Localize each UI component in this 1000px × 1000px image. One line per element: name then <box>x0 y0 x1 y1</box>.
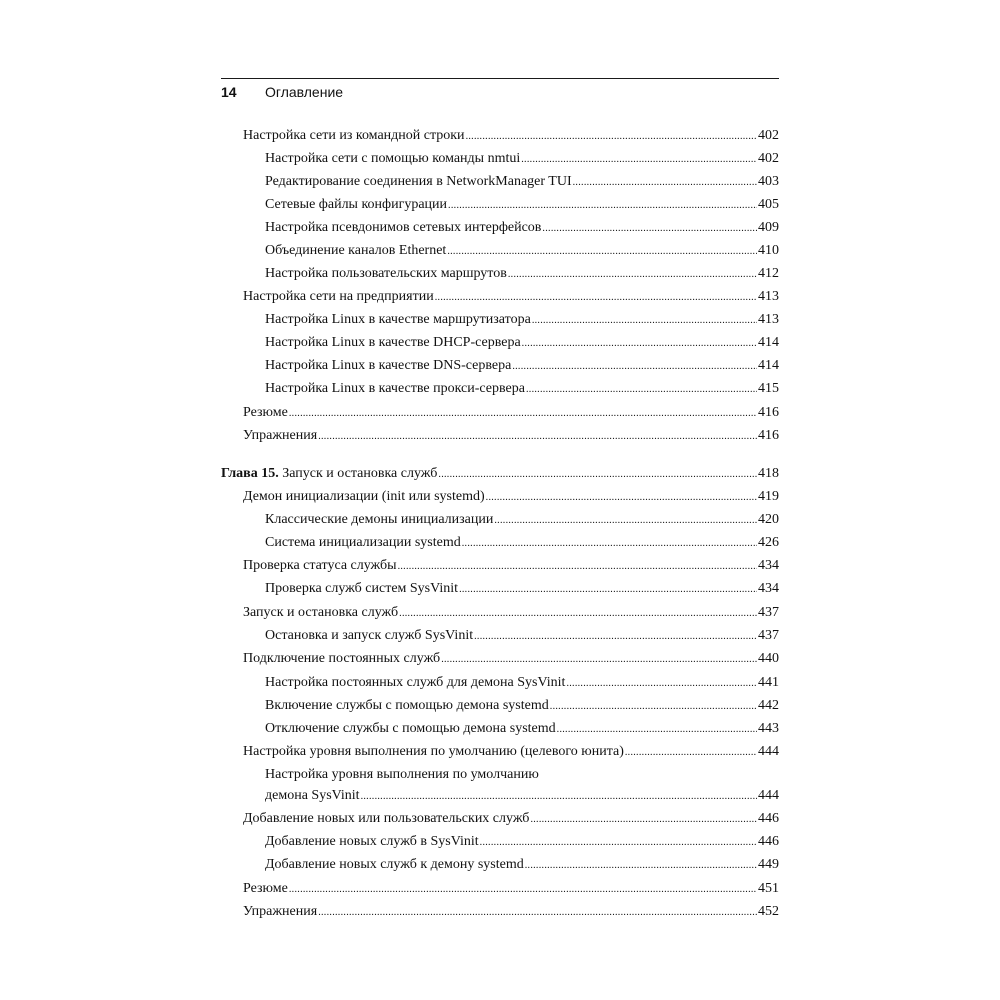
toc-entry-row <box>221 288 779 307</box>
dot-leader <box>530 810 757 829</box>
toc-page-number: 409 <box>758 220 779 235</box>
toc-entry-title: Настройка Linux в качестве DHCP-сервера <box>265 335 521 350</box>
toc-page-number: 451 <box>758 881 779 896</box>
running-title: Оглавление <box>265 84 344 100</box>
dot-leader <box>526 380 757 399</box>
toc-entry-title: Включение службы с помощью демона systemd <box>265 698 549 713</box>
toc-entry-title: Система инициализации systemd <box>265 535 461 550</box>
toc-page-number: 440 <box>758 651 779 666</box>
dot-leader <box>438 465 757 484</box>
dot-leader <box>521 150 757 169</box>
toc-entry-title: Настройка сети из командной строки <box>243 128 465 143</box>
dot-leader <box>625 743 757 762</box>
toc-entry-row <box>221 604 779 623</box>
toc-page-number: 437 <box>758 628 779 643</box>
toc-entry-row <box>221 880 779 899</box>
toc-entry-title: Подключение постоянных служб <box>243 651 441 666</box>
dot-leader <box>542 219 757 238</box>
toc-entry-title: Остановка и запуск служб SysVinit <box>265 628 474 643</box>
toc-page-number: 446 <box>758 811 779 826</box>
dot-leader <box>557 720 757 739</box>
toc-entry-row <box>221 650 779 669</box>
toc-entry-row <box>221 511 779 530</box>
toc-entry-title: Объединение каналов Ethernet <box>265 243 447 258</box>
dot-leader <box>318 427 757 446</box>
page-header <box>221 78 779 100</box>
toc-entry-title: Настройка Linux в качестве DNS-сервера <box>265 358 512 373</box>
toc-page-number: 416 <box>758 428 779 443</box>
dot-leader <box>486 488 757 507</box>
toc-entry-title: Резюме <box>243 405 288 420</box>
toc-entry-title: Настройка постоянных служб для демона SysVinit <box>265 675 566 690</box>
toc-entry-row <box>221 720 779 739</box>
page-number: 14 <box>221 84 237 100</box>
toc-entry-title: Проверка служб систем SysVinit <box>265 581 459 596</box>
toc-entry-row <box>221 903 779 922</box>
dot-leader <box>532 311 757 330</box>
toc-page-number: 412 <box>758 266 779 281</box>
toc-entry-title: Запуск и остановка служб <box>243 605 399 620</box>
dot-leader <box>289 880 757 899</box>
toc-entry-row <box>221 127 779 146</box>
toc-chapter-row <box>221 465 779 484</box>
toc-page-number: 402 <box>758 128 779 143</box>
toc-entry-row <box>221 856 779 875</box>
toc-entry-title: демона SysVinit <box>265 788 360 803</box>
toc-entry-row <box>221 196 779 215</box>
dot-leader <box>399 604 757 623</box>
toc-entry-title: Резюме <box>243 881 288 896</box>
toc-entry-title: Классические демоны инициализации <box>265 512 494 527</box>
toc-entry-row <box>221 810 779 829</box>
toc-entry-title: Редактирование соединения в NetworkManager TUI <box>265 174 572 189</box>
toc-page-number: 414 <box>758 358 779 373</box>
toc-entry-title <box>221 465 437 483</box>
toc-page-number: 426 <box>758 535 779 550</box>
dot-leader <box>566 674 757 693</box>
toc-entry-row <box>221 311 779 330</box>
dot-leader <box>525 856 757 875</box>
toc-entry-row <box>221 674 779 693</box>
toc-page-number: 403 <box>758 174 779 189</box>
toc-entry-row <box>221 743 779 762</box>
toc-entry-title: Упражнения <box>243 428 318 443</box>
toc-page-number: 444 <box>758 744 779 759</box>
dot-leader <box>435 288 757 307</box>
toc-entry-row <box>221 488 779 507</box>
dot-leader <box>447 242 757 261</box>
toc-page-number: 443 <box>758 721 779 736</box>
toc-entry-title: Настройка уровня выполнения по умолчанию (целевого юнита) <box>243 744 624 759</box>
toc-page-number: 413 <box>758 312 779 327</box>
dot-leader <box>573 173 757 192</box>
toc-entry-title: Настройка Linux в качестве маршрутизатора <box>265 312 531 327</box>
toc-entry-row <box>221 427 779 446</box>
toc-page-number: 418 <box>758 466 779 481</box>
dot-leader <box>448 196 757 215</box>
dot-leader <box>474 627 757 646</box>
toc-entry-title: Демон инициализации (init или systemd) <box>243 489 485 504</box>
toc-entry-title: Проверка статуса службы <box>243 558 397 573</box>
toc-page-number: 413 <box>758 289 779 304</box>
toc-page-number: 434 <box>758 558 779 573</box>
toc-page-number: 452 <box>758 904 779 919</box>
toc-entry-title: Добавление новых служб в SysVinit <box>265 834 479 849</box>
toc-entry-row <box>221 534 779 553</box>
toc-entry-row <box>221 627 779 646</box>
dot-leader <box>466 127 757 146</box>
toc-entry-title: Настройка сети на предприятии <box>243 289 434 304</box>
toc-page-number: 419 <box>758 489 779 504</box>
toc-page-number: 449 <box>758 857 779 872</box>
toc-entry-title: Отключение службы с помощью демона systemd <box>265 721 556 736</box>
toc-entry-title: Настройка сети с помощью команды nmtui <box>265 151 521 166</box>
dot-leader <box>512 357 757 376</box>
toc-entry-row <box>221 787 779 806</box>
toc-page-number: 402 <box>758 151 779 166</box>
toc-entry-row <box>221 557 779 576</box>
toc-page-number: 410 <box>758 243 779 258</box>
dot-leader <box>462 534 757 553</box>
toc-entry-row <box>221 173 779 192</box>
dot-leader <box>522 334 757 353</box>
toc-entry-title: Добавление новых или пользовательских служб <box>243 811 530 826</box>
toc-page-number: 416 <box>758 405 779 420</box>
toc-entry-row <box>221 833 779 852</box>
toc-entry-title: Добавление новых служб к демону systemd <box>265 857 524 872</box>
toc-entry-title-line1: Настройка уровня выполнения по умолчанию <box>265 767 539 782</box>
toc-page-number: 437 <box>758 605 779 620</box>
toc-entry-row <box>221 580 779 599</box>
toc-entry-row <box>221 265 779 284</box>
dot-leader <box>361 787 757 806</box>
toc-entry-row <box>221 219 779 238</box>
toc-page-number: 414 <box>758 335 779 350</box>
toc-entry-row <box>221 404 779 423</box>
dot-leader <box>318 903 757 922</box>
dot-leader <box>494 511 757 530</box>
toc-entry-row <box>221 357 779 376</box>
toc-entry-row <box>221 334 779 353</box>
toc-page-number: 434 <box>758 581 779 596</box>
toc-entry-title: Настройка Linux в качестве прокси-сервера <box>265 381 525 396</box>
toc-entry-row <box>221 150 779 169</box>
toc-page-number: 441 <box>758 675 779 690</box>
toc-entry-row <box>221 697 779 716</box>
toc-page-number: 444 <box>758 788 779 803</box>
toc-entry-title: Настройка псевдонимов сетевых интерфейсов <box>265 220 542 235</box>
toc-page-number: 442 <box>758 698 779 713</box>
toc-entry-row <box>221 242 779 261</box>
chapter-title: Запуск и остановка служб <box>282 466 438 481</box>
dot-leader <box>289 404 757 423</box>
toc-entry-title: Упражнения <box>243 904 318 919</box>
toc-page-number: 446 <box>758 834 779 849</box>
toc-entry-row <box>221 380 779 399</box>
toc-page-number: 415 <box>758 381 779 396</box>
toc-page-number: 420 <box>758 512 779 527</box>
toc-page-number: 405 <box>758 197 779 212</box>
dot-leader <box>459 580 757 599</box>
dot-leader <box>480 833 757 852</box>
dot-leader <box>398 557 757 576</box>
dot-leader <box>508 265 757 284</box>
toc-entry-title: Сетевые файлы конфигурации <box>265 197 448 212</box>
chapter-number: Глава 15. <box>221 466 279 481</box>
dot-leader <box>550 697 757 716</box>
toc-entry-title: Настройка пользовательских маршрутов <box>265 266 507 281</box>
dot-leader <box>441 650 757 669</box>
